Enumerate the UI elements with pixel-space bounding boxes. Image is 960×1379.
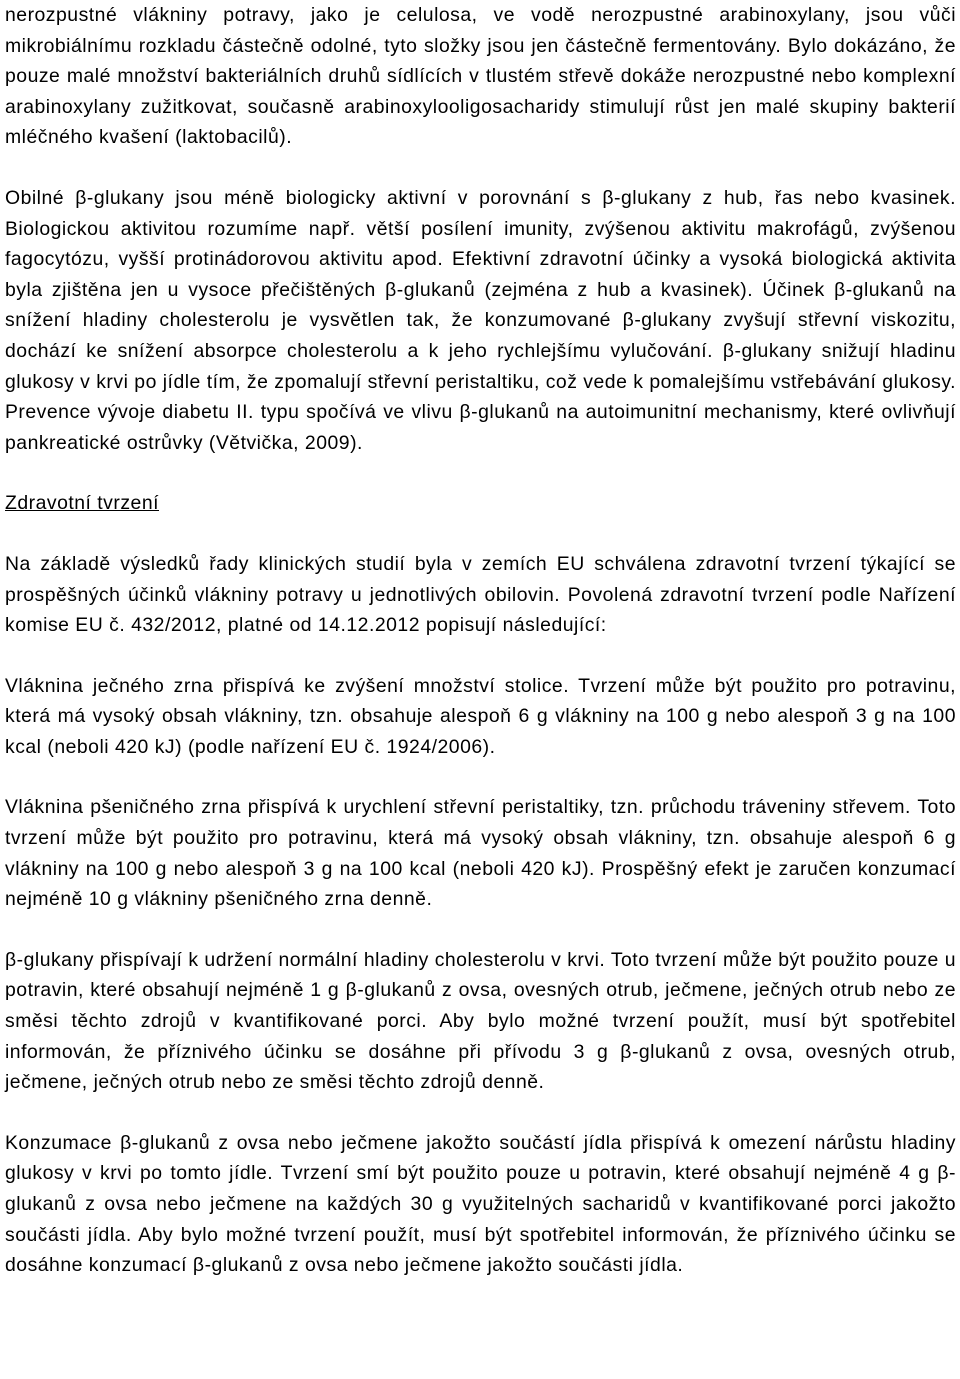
paragraph-glucose: Konzumace β-glukanů z ovsa nebo ječmene jakožto součástí jídla přispívá k omezení nárůstu hladiny glukosy v krvi po tomto jídle. Tvrzení smí být použito pouze u potravin, které obsahují nejméně 4 g β-glukanů z ovsa nebo ječmene na každých 30 g využitelných sacharidů v kvantifikované porci jakožto součásti jídla. Aby bylo možné tvrzení použít, musí být spotřebitel informován, že příznivého účinku se dosáhne konzumací β-glukanů z ovsa nebo ječmene jakožto součásti jídla. (5, 1131, 956, 1277)
section-heading-health-claims: Zdravotní tvrzení (5, 492, 159, 515)
paragraph-wheat-fiber: Vláknina pšeničného zrna přispívá k urychlení střevní peristaltiky, tzn. průchodu tráveniny střevem. Toto tvrzení může být použito pro potravinu, která má vysoký obsah vlákniny, tzn. obsahuje alespoň 6 g vlákniny na 100 g nebo alespoň 3 g na 100 kcal (neboli 420 kJ). Prospěšný efekt je zaručen konzumací nejméně 10 g vlákniny pšeničného zrna denně. (5, 796, 956, 911)
paragraph-eu-claims: Na základě výsledků řady klinických studií byla v zemích EU schválena zdravotní tvrzení týkající se prospěšných účinků vlákniny potravy u jednotlivých obilovin. Povolená zdravotní tvrzení podle Nařízení komise EU č. 432/2012, platné od 14.12.2012 popisují následující: (5, 552, 956, 637)
paragraph-beta-glucans: Obilné β-glukany jsou méně biologicky aktivní v porovnání s β-glukany z hub, řas nebo kvasinek. Biologickou aktivitou rozumíme např. větší posílení imunity, zvýšenou aktivitu makrofágů, zvýšenou fagocytózu, vyšší protinádorovou aktivitu apod. Efektivní zdravotní účinky a vysoká biologická aktivita byla zjištěna jen u vysoce přečištěných β-glukanů (zejména z hub a kvasinek). Účinek β-glukanů na snížení hladiny cholesterolu je vysvětlen tak, že konzumované β-glukany zvyšují střevní viskozitu, dochází ke snížení absorpce cholesterolu a k jeho rychlejšímu vylučování. β-glukany snižují hladinu glukosy v krvi po jídle tím, že zpomalují střevní peristaltiku, což vede k pomalejšímu vstřebávání glukosy. Prevence vývoje diabetu II. typu spočívá ve vlivu β-glukanů na autoimunitní mechanismy, které ovlivňují pankreatické ostrůvky (Větvička, 2009). (5, 186, 956, 454)
paragraph-cholesterol: β-glukany přispívají k udržení normální hladiny cholesterolu v krvi. Toto tvrzení může být použito pouze u potravin, které obsahují nejméně 1 g β-glukanů z ovsa, ovesných otrub, ječmene, ječných otrub nebo ze směsi těchto zdrojů v kvantifikované porci. Aby bylo možné tvrzení použít, musí být spotřebitel informován, že příznivého účinku se dosáhne při přívodu 3 g β-glukanů z ovsa, ovesných otrub, ječmene, ječných otrub nebo ze směsi těchto zdrojů denně. (5, 948, 956, 1094)
paragraph-barley-fiber: Vláknina ječného zrna přispívá ke zvýšení množství stolice. Tvrzení může být použito pro potravinu, která má vysoký obsah vlákniny, tzn. obsahuje alespoň 6 g vlákniny na 100 g nebo alespoň 3 g na 100 kcal (neboli 420 kJ) (podle nařízení EU č. 1924/2006). (5, 674, 956, 758)
paragraph-fiber-fermentation: nerozpustné vlákniny potravy, jako je celulosa, ve vodě nerozpustné arabinoxylany, jsou vůči mikrobiálnímu rozkladu částečně odolné, tyto složky jsou jen částečně fermentovány. Bylo dokázáno, že pouze malé množství bakteriálních druhů sídlících v tlustém střevě dokáže nerozpustné nebo komplexní arabinoxylany zužitkovat, současně arabinoxylooligosacharidy stimulují růst jen malé skupiny bakterií mléčného kvašení (laktobacilů). (5, 4, 956, 149)
